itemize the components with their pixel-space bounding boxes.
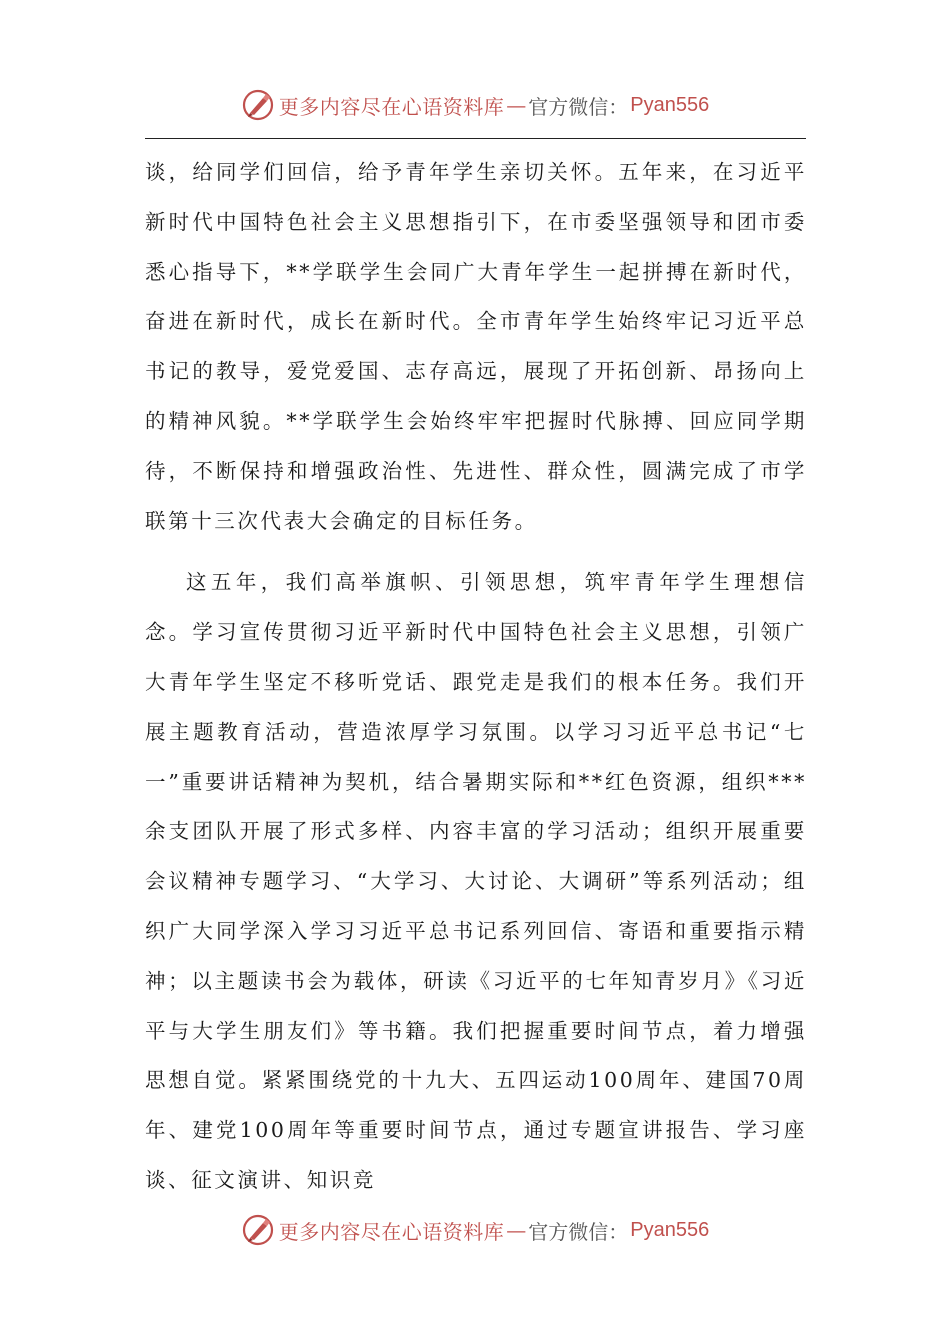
footer-banner-id: Pyan556	[630, 1218, 710, 1241]
footer-banner	[0, 1210, 950, 1250]
footer-banner-dash: —	[506, 1218, 527, 1242]
pen-logo-icon	[241, 88, 275, 122]
header-banner-text: 更多内容尽在心语资料库	[278, 94, 505, 119]
header-banner-dash: —	[506, 93, 527, 117]
document-body	[145, 148, 807, 1206]
header-banner-sub: 官方微信：	[528, 94, 629, 119]
paragraph-2: 这五年，我们高举旗帜、引领思想，筑牢青年学生理想信念。学习宣传贯彻习近平新时代中国特色社会主义思想，引领广大青年学生坚定不移听党话、跟党走是我们的根本任务。我们开展主题教育活动，营造浓厚学习氛围。以学习习近平总书记“七一”重要讲话精神为契机，结合暑期实际和**红色资源，组织***余支团队开展了形式多样、内容丰富的学习活动；组织开展重要会议精神专题学习、“大学习、大讨论、大调研”等系列活动；组织广大同学深入学习习近平总书记系列回信、寄语和重要指示精神；以主题读书会为载体，研读《习近平的七年知青岁月》《习近平与大学生朋友们》等书籍。我们把握重要时间节点，着力增强思想自觉。紧紧围绕党的十九大、五四运动100周年、建国70周年、建党100周年等重要时间节点，通过专题宣讲报告、学习座谈、征文演讲、知识竞	[145, 570, 807, 1192]
paragraph-1: 谈，给同学们回信，给予青年学生亲切关怀。五年来，在习近平新时代中国特色社会主义思想指引下，在市委坚强领导和团市委悉心指导下，**学联学生会同广大青年学生一起拼搏在新时代，奋进在新时代，成长在新时代。全市青年学生始终牢记习近平总书记的教导，爱党爱国、志存高远，展现了开拓创新、昂扬向上的精神风貌。**学联学生会始终牢牢把握时代脉搏、回应同学期待，不断保持和增强政治性、先进性、群众性，圆满完成了市学联第十三次代表大会确定的目标任务。	[145, 160, 807, 533]
header-divider	[145, 138, 806, 139]
footer-banner-sub: 官方微信：	[528, 1219, 629, 1244]
footer-banner-text: 更多内容尽在心语资料库	[278, 1219, 505, 1244]
pen-logo-icon	[241, 1213, 275, 1247]
header-banner	[0, 85, 950, 125]
header-banner-id: Pyan556	[630, 93, 710, 116]
